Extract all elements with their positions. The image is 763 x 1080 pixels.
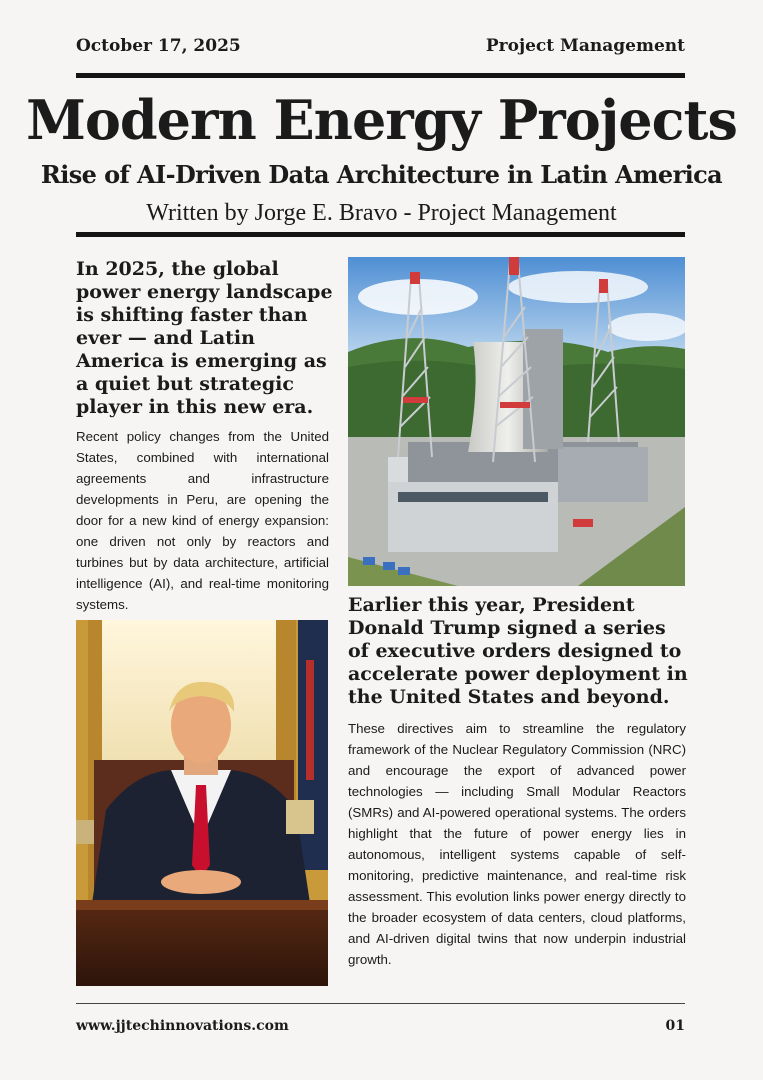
footer <box>76 1018 685 1034</box>
subtitle: Rise of AI-Driven Data Architecture in Latin America <box>40 160 723 189</box>
section-label: Project Management <box>485 36 685 56</box>
title-rule <box>76 232 685 237</box>
intro-body: Recent policy changes from the United States, combined with international agreements and infrastructure developments in Peru, are opening the door for a new kind of energy expansion: one driven not only by reactors and turbines but by data architecture, artificial intelligence (AI), and real-time monitoring systems. <box>76 429 329 612</box>
date: October 17, 2025 <box>76 36 241 56</box>
footer-rule <box>76 1003 685 1004</box>
lead-paragraph: In 2025, the global power energy landscape is shifting faster than ever — and Latin America is emerging as a quiet but strategic player in this new era. <box>76 258 333 418</box>
header-rule <box>76 73 685 78</box>
page-number: 01 <box>665 1018 685 1034</box>
section2-heading: Earlier this year, President Donald Trump signed a series of executive orders designed to accelerate power deployment in the United States and beyond. <box>348 594 688 708</box>
president-portrait-photo <box>76 620 328 986</box>
power-plant-photo <box>348 257 685 586</box>
website-link[interactable]: www.jjtechinnovations.com <box>76 1018 289 1034</box>
section2-body: These directives aim to streamline the regulatory framework of the Nuclear Regulatory Commission (NRC) and encourage the export of advanced power technologies — including Small Modular Reactors (SMRs) and AI-powered operational systems. The orders highlight that the future of power energy lies in autonomous, intelligent systems capable of self-monitoring, predictive maintenance, and real-time risk assessment. This evolution links power energy directly to the broader ecosystem of data centers, cloud platforms, and AI-driven digital twins that now underpin industrial growth. <box>348 721 686 967</box>
header-bar <box>76 36 685 56</box>
page-title: Modern Energy Projects <box>26 88 737 152</box>
byline: Written by Jorge E. Bravo - Project Management <box>146 200 617 226</box>
